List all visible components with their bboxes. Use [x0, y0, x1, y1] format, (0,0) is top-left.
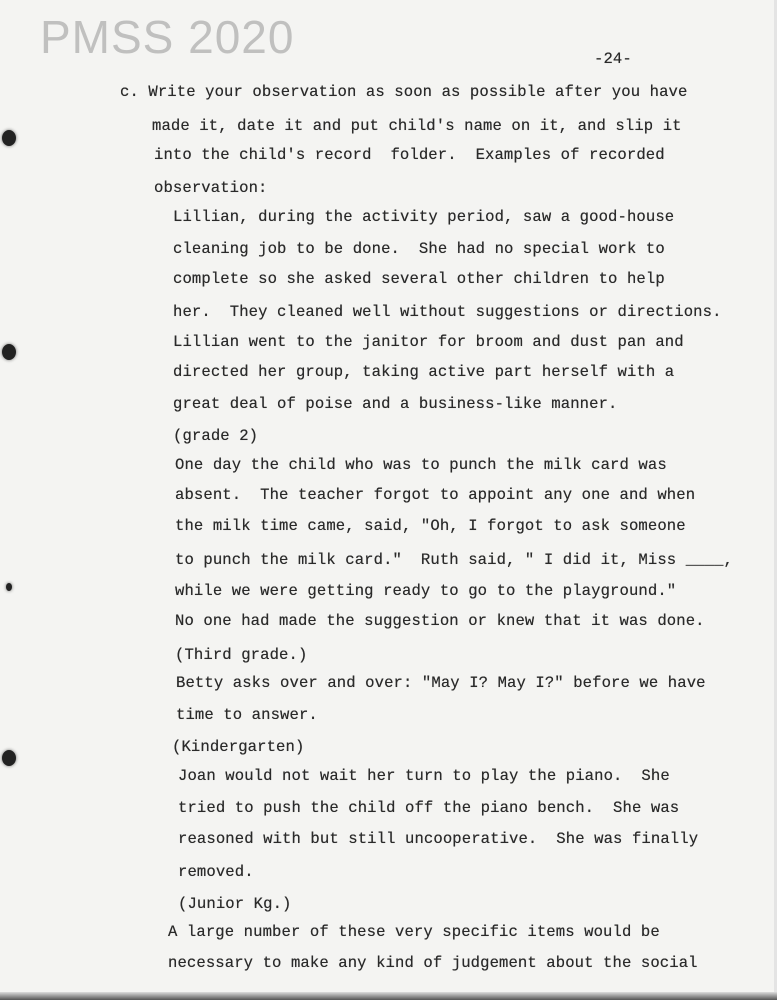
page-bottom-edge: [0, 992, 777, 1000]
text-line: Betty asks over and over: "May I? May I?" before we have: [176, 674, 706, 692]
punch-hole: [2, 344, 16, 360]
text-line: the milk time came, said, "Oh, I forgot to ask someone: [175, 517, 686, 535]
text-line: necessary to make any kind of judgement about the social: [168, 954, 698, 972]
text-line: One day the child who was to punch the milk card was: [175, 456, 667, 474]
text-line: No one had made the suggestion or knew that it was done.: [175, 612, 705, 630]
text-line: cleaning job to be done. She had no special work to: [173, 240, 665, 258]
text-line: (Kindergarten): [172, 738, 305, 756]
text-line: Lillian went to the janitor for broom and dust pan and: [173, 333, 684, 351]
text-line: (grade 2): [173, 427, 259, 445]
text-line: (Third grade.): [175, 646, 308, 664]
text-line: while we were getting ready to go to the playground.": [175, 582, 677, 600]
text-line: removed.: [178, 863, 254, 881]
text-line: great deal of poise and a business-like manner.: [173, 395, 618, 413]
page-number: -24-: [594, 50, 632, 68]
punch-hole: [2, 750, 16, 766]
watermark: PMSS 2020: [40, 11, 295, 63]
text-line: Joan would not wait her turn to play the piano. She: [178, 767, 670, 785]
text-line: c. Write your observation as soon as possible after you have: [120, 83, 688, 101]
punch-hole: [2, 130, 16, 146]
text-line: her. They cleaned well without suggestions or directions.: [173, 303, 722, 321]
text-line: reasoned with but still uncooperative. She was finally: [178, 830, 699, 848]
text-line: tried to push the child off the piano bench. She was: [178, 799, 680, 817]
text-line: to punch the milk card." Ruth said, " I did it, Miss ____,: [175, 551, 734, 569]
text-line: A large number of these very specific items would be: [168, 923, 660, 941]
text-line: directed her group, taking active part herself with a: [173, 363, 675, 381]
punch-hole: [6, 583, 12, 591]
text-line: into the child's record folder. Examples of recorded: [154, 146, 665, 164]
text-line: observation:: [154, 179, 268, 197]
text-line: absent. The teacher forgot to appoint any one and when: [175, 486, 696, 504]
text-line: complete so she asked several other children to help: [173, 270, 665, 288]
text-line: Lillian, during the activity period, saw a good-house: [173, 208, 675, 226]
text-line: made it, date it and put child's name on it, and slip it: [152, 117, 682, 135]
text-line: (Junior Kg.): [178, 895, 292, 913]
text-line: time to answer.: [176, 706, 318, 724]
